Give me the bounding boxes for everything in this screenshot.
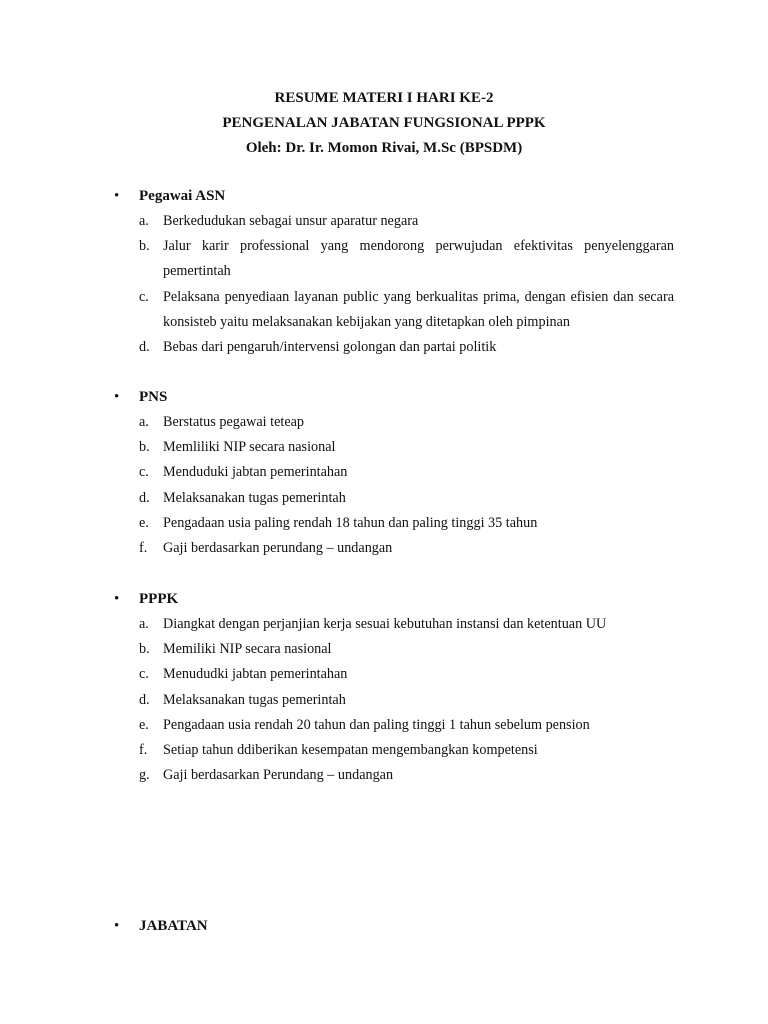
item-list — [0, 612, 768, 788]
bullet-icon: • — [114, 188, 120, 204]
section-title: JABATAN — [139, 918, 208, 934]
list-marker: d. — [139, 339, 150, 356]
section-heading — [0, 184, 768, 209]
document-header — [0, 86, 768, 161]
section-heading — [0, 385, 768, 410]
list-item-text: Melaksanakan tugas pemerintah — [163, 691, 346, 708]
list-item-text: Jalur karir professional yang mendorong perwujudan efektivitas penyelenggaran pemertintah — [163, 238, 674, 280]
list-item — [0, 688, 768, 713]
list-item-text: Menduduki jabtan pemerintahan — [163, 464, 348, 481]
section-title: Pegawai ASN — [139, 188, 226, 204]
header-subtitle: PENGENALAN JABATAN FUNGSIONAL PPPK — [222, 115, 546, 131]
list-item-text: Berstatus pegawai teteap — [163, 414, 305, 430]
list-marker: a. — [139, 213, 149, 229]
list-item — [0, 209, 768, 234]
list-marker: f. — [139, 742, 148, 759]
section-pegawai-asn — [0, 184, 768, 360]
list-marker: c. — [139, 464, 149, 481]
list-item-text: Bebas dari pengaruh/intervensi golongan dan partai politik — [163, 339, 497, 356]
list-item-text: Menududki jabtan pemerintahan — [163, 666, 348, 683]
list-item — [0, 335, 768, 360]
list-item — [0, 662, 768, 687]
section-title: PNS — [139, 389, 168, 405]
bullet-icon: • — [114, 591, 120, 607]
list-marker: f. — [139, 540, 148, 557]
list-item — [0, 234, 768, 284]
list-item — [0, 738, 768, 763]
item-list — [0, 209, 768, 360]
section-title: PPPK — [139, 591, 179, 607]
list-marker: e. — [139, 716, 149, 733]
list-marker: d. — [139, 489, 150, 506]
list-item-text: Memiliki NIP secara nasional — [163, 641, 332, 658]
list-marker: a. — [139, 414, 149, 430]
list-item — [0, 511, 768, 536]
list-item — [0, 460, 768, 485]
bullet-icon: • — [114, 918, 120, 934]
item-list — [0, 410, 768, 561]
list-item — [0, 435, 768, 460]
list-marker: b. — [139, 238, 150, 255]
list-item-text: Pengadaan usia paling rendah 18 tahun dan paling tinggi 35 tahun — [163, 514, 538, 531]
list-marker: e. — [139, 514, 149, 531]
section-heading — [0, 587, 768, 612]
list-marker: g. — [139, 767, 150, 784]
list-item-text: Memliliki NIP secara nasional — [163, 439, 336, 456]
list-marker: c. — [139, 288, 149, 305]
list-item-text: Melaksanakan tugas pemerintah — [163, 489, 346, 506]
section-pppk — [0, 587, 768, 788]
list-item-text: Diangkat dengan perjanjian kerja sesuai kebutuhan instansi dan ketentuan UU — [163, 616, 607, 632]
list-item-text: Pelaksana penyediaan layanan public yang berkualitas prima, dengan efisien dan secara konsisteb yaitu melaksanakan kebijakan yang ditetapkan oleh pimpinan — [163, 288, 674, 330]
list-marker: b. — [139, 439, 150, 456]
list-item-text: Gaji berdasarkan perundang – undangan — [163, 540, 393, 557]
header-title: RESUME MATERI I HARI KE-2 — [274, 90, 494, 106]
section-heading — [0, 914, 768, 939]
section-pns — [0, 385, 768, 561]
list-item-text: Pengadaan usia rendah 20 tahun dan paling tinggi 1 tahun sebelum pension — [163, 716, 590, 733]
list-item-text: Setiap tahun ddiberikan kesempatan mengembangkan kompetensi — [163, 742, 538, 759]
list-item — [0, 410, 768, 435]
header-author: Oleh: Dr. Ir. Momon Rivai, M.Sc (BPSDM) — [245, 140, 523, 156]
list-item — [0, 612, 768, 637]
list-item-text: Berkedudukan sebagai unsur aparatur negara — [163, 213, 419, 229]
list-item — [0, 763, 768, 788]
list-marker: c. — [139, 666, 149, 683]
list-item — [0, 536, 768, 561]
list-marker: b. — [139, 641, 150, 658]
section-jabatan — [0, 914, 768, 939]
list-marker: d. — [139, 691, 150, 708]
list-item-text: Gaji berdasarkan Perundang – undangan — [163, 767, 394, 784]
bullet-icon: • — [114, 389, 120, 405]
list-item — [0, 285, 768, 335]
list-item — [0, 486, 768, 511]
list-item — [0, 637, 768, 662]
list-item — [0, 713, 768, 738]
list-marker: a. — [139, 616, 149, 632]
